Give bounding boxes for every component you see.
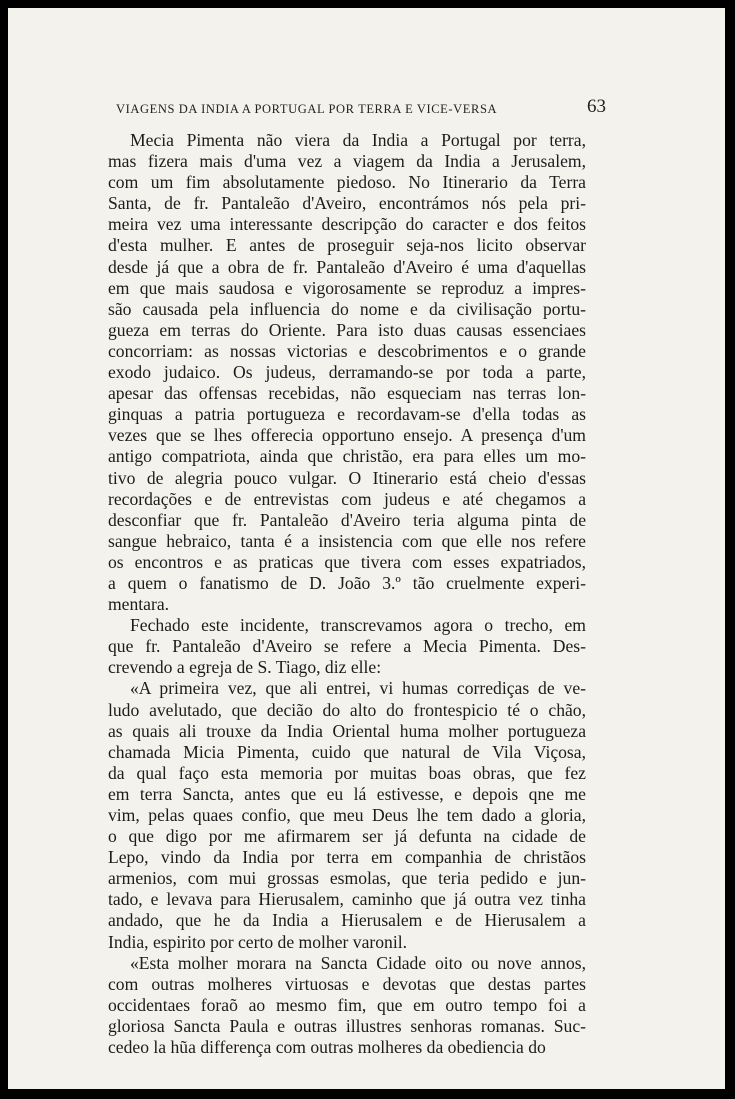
text-line: Lepo, vindo da India por terra em companhia de christãos bbox=[108, 847, 586, 868]
text-line: em que mais saudosa e vigorosamente se reproduz a impres- bbox=[108, 277, 586, 298]
text-line: desde já que a obra de fr. Pantaleão d'Aveiro é uma d'aquellas bbox=[108, 256, 586, 277]
text-line: «A primeira vez, que ali entrei, vi humas corrediças de ve- bbox=[130, 678, 586, 699]
text-line: tado, e levava para Hierusalem, caminho que já outra vez tinha bbox=[108, 889, 586, 910]
text-line: vezes que se lhes offerecia opportuno ensejo. A presença d'um bbox=[108, 425, 586, 446]
text-line: tivo de alegria pouco vulgar. O Itinerario está cheio d'essas bbox=[108, 467, 586, 488]
book-page bbox=[8, 8, 725, 1089]
text-line: sangue hebraico, tanta é a insistencia com que elle nos refere bbox=[108, 530, 586, 551]
running-header bbox=[116, 96, 606, 122]
text-line: armenios, com mui grossas esmolas, que teria pedido e jun- bbox=[108, 868, 586, 889]
paragraph bbox=[108, 615, 586, 678]
text-line: India, espirito por certo de molher varonil. bbox=[108, 931, 407, 952]
text-line: da qual faço esta memoria por muitas boas obras, que fez bbox=[108, 762, 586, 783]
text-line: Mecia Pimenta não viera da India a Portugal por terra, bbox=[130, 130, 586, 150]
text-line: com outras molheres virtuosas e devotas que destas partes bbox=[108, 973, 586, 994]
text-line: são causada pela influencia do nome e da civilisação portu- bbox=[108, 298, 586, 319]
text-line: com um fim absolutamente piedoso. No Itinerario da Terra bbox=[108, 172, 586, 193]
text-line: meira vez uma interessante descripção do caracter e dos feitos bbox=[108, 214, 586, 235]
text-line: Santa, de fr. Pantaleão d'Aveiro, encontrámos nós pela pri- bbox=[108, 193, 586, 214]
text-line: «Esta molher morara na Sancta Cidade oito ou nove annos, bbox=[130, 952, 586, 973]
text-line: andado, que he da India a Hierusalem e de Hierusalem a bbox=[108, 910, 586, 931]
text-line: mas fizera mais d'uma vez a viagem da India a Jerusalem, bbox=[108, 151, 586, 172]
text-line: apesar das offensas recebidas, não esqueciam nas terras lon- bbox=[108, 383, 586, 404]
text-line: em terra Sancta, antes que eu lá estivesse, e depois qne me bbox=[108, 783, 586, 804]
text-line: concorriam: as nossas victorias e descobrimentos e o grande bbox=[108, 340, 586, 361]
text-line: a quem o fanatismo de D. João 3.º tão cruelmente experi- bbox=[108, 572, 586, 593]
text-line: que fr. Pantaleão d'Aveiro se refere a Mecia Pimenta. Des- bbox=[108, 636, 586, 657]
text-line: os encontros e as praticas que tivera com esses expatriados, bbox=[108, 551, 586, 572]
text-line: gueza em terras do Oriente. Para isto duas causas essenciaes bbox=[108, 319, 586, 340]
text-line: ludo avelutado, que decião do alto do frontespicio té o chão, bbox=[108, 699, 586, 720]
text-line: recordações e de entrevistas com judeus e até chegamos a bbox=[108, 488, 586, 509]
body-text bbox=[108, 130, 586, 1058]
text-line: crevendo a egreja de S. Tiago, diz elle: bbox=[108, 657, 382, 678]
running-title: VIAGENS DA INDIA A PORTUGAL POR TERRA E VICE-VERSA bbox=[116, 102, 498, 116]
text-line: chamada Micia Pimenta, cuido que natural de Vila Viçosa, bbox=[108, 741, 586, 762]
text-line: antigo compatriota, ainda que christão, era para elles um mo- bbox=[108, 446, 586, 467]
text-line: d'esta mulher. E antes de proseguir seja-nos licito observar bbox=[108, 235, 586, 256]
text-line: as quais ali trouxe da India Oriental huma molher portugueza bbox=[108, 720, 586, 741]
text-line: gloriosa Sancta Paula e outras illustres senhoras romanas. Suc- bbox=[108, 1015, 586, 1036]
text-line: cedeo la hũa differença com outras molheres da obediencia do bbox=[108, 1037, 546, 1058]
page-number: 63 bbox=[587, 96, 606, 117]
text-line: ginquas a patria portugueza e recordavam-se d'ella todas as bbox=[108, 404, 586, 425]
text-line: o que digo por me afirmarem ser já defunta na cidade de bbox=[108, 826, 586, 847]
text-line: exodo judaico. Os judeus, derramando-se por toda a parte, bbox=[108, 362, 586, 383]
text-line: vim, pelas quaes confio, que meu Deus lhe tem dado a gloria, bbox=[108, 805, 586, 825]
text-line: mentara. bbox=[108, 594, 170, 615]
text-line: desconfiar que fr. Pantaleão d'Aveiro teria alguma pinta de bbox=[108, 509, 586, 530]
text-line: Fechado este incidente, transcrevamos agora o trecho, em bbox=[130, 615, 586, 636]
paragraph bbox=[108, 953, 586, 1058]
text-line: occidentaes foraõ ao mesmo fim, que em outro tempo foi a bbox=[108, 994, 586, 1015]
paragraph bbox=[108, 678, 586, 952]
paragraph bbox=[108, 130, 586, 615]
